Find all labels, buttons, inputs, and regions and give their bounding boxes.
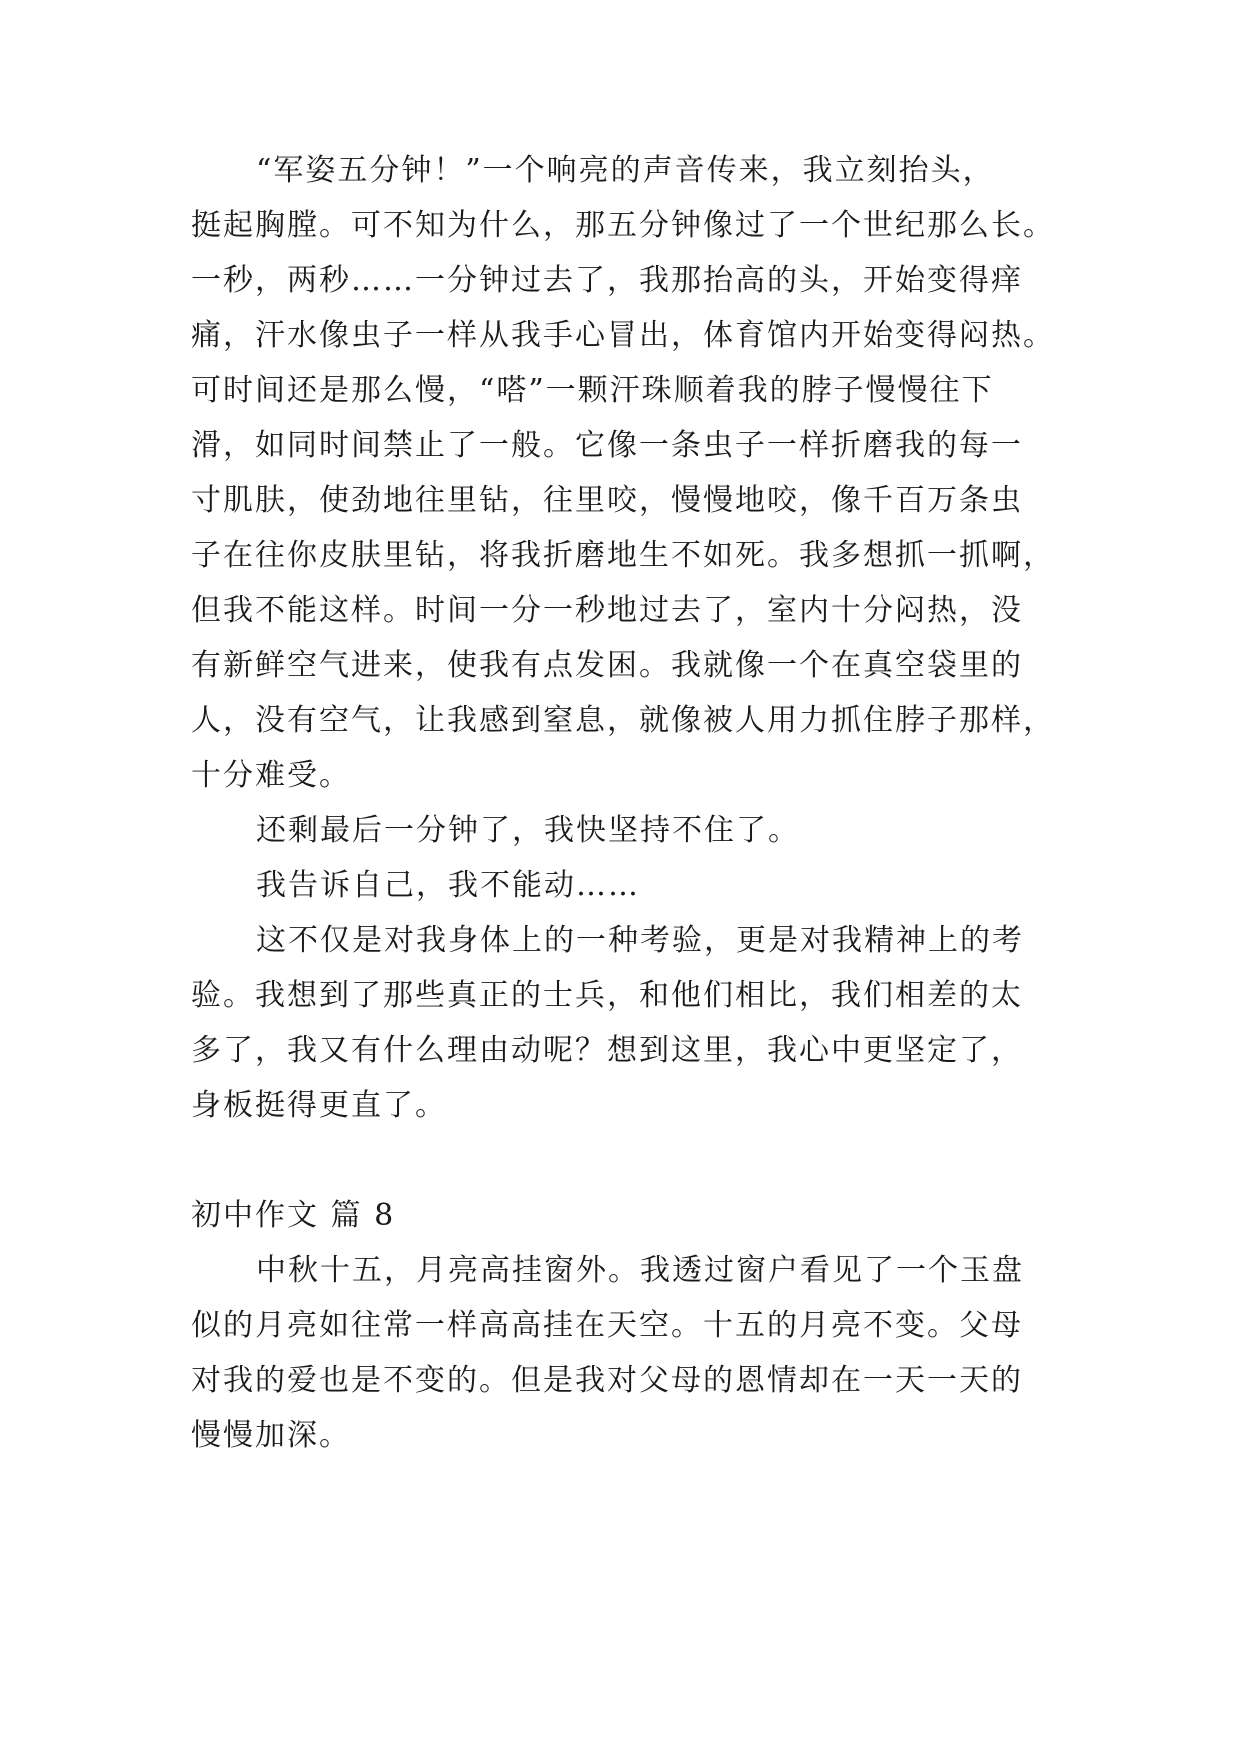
text-line: 这不仅是对我身体上的一种考验，更是对我精神上的考 bbox=[256, 923, 1024, 958]
text-line: 可时间还是那么慢，“嗒”一颗汗珠顺着我的脖子慢慢往下 bbox=[191, 373, 994, 408]
text-line: 有新鲜空气进来，使我有点发困。我就像一个在真空袋里的 bbox=[191, 648, 1023, 683]
text-line: 人，没有空气，让我感到窒息，就像被人用力抓住脖子那样， bbox=[191, 703, 1055, 738]
text-line: 滑，如同时间禁止了一般。它像一条虫子一样折磨我的每一 bbox=[191, 428, 1023, 463]
text-line: 对我的爱也是不变的。但是我对父母的恩情却在一天一天的 bbox=[191, 1363, 1023, 1398]
text-line: 子在往你皮肤里钻，将我折磨地生不如死。我多想抓一抓啊， bbox=[191, 538, 1055, 573]
text-line: 身板挺得更直了。 bbox=[191, 1088, 447, 1123]
text-line: 挺起胸膛。可不知为什么，那五分钟像过了一个世纪那么长。 bbox=[191, 208, 1055, 243]
section-heading: 初中作文 篇 8 bbox=[191, 1198, 396, 1233]
text-line: 十分难受。 bbox=[191, 758, 351, 793]
text-line: 似的月亮如往常一样高高挂在天空。十五的月亮不变。父母 bbox=[191, 1308, 1023, 1343]
text-line: 痛，汗水像虫子一样从我手心冒出，体育馆内开始变得闷热。 bbox=[191, 318, 1055, 353]
paragraph-last-minute: 还剩最后一分钟了，我快坚持不住了。 bbox=[256, 813, 800, 848]
text-line: 验。我想到了那些真正的士兵，和他们相比，我们相差的太 bbox=[191, 978, 1023, 1013]
text-line: 中秋十五，月亮高挂窗外。我透过窗户看见了一个玉盘 bbox=[256, 1253, 1024, 1288]
text-line: 慢慢加深。 bbox=[191, 1418, 351, 1453]
text-line: 一秒，两秒……一分钟过去了，我那抬高的头，开始变得痒 bbox=[191, 263, 1023, 298]
text-line: 寸肌肤，使劲地往里钻，往里咬，慢慢地咬，像千百万条虫 bbox=[191, 483, 1023, 518]
text-line: “军姿五分钟！”一个响亮的声音传来，我立刻抬头， bbox=[256, 153, 995, 188]
text-line: 多了，我又有什么理由动呢？想到这里，我心中更坚定了， bbox=[191, 1033, 1023, 1068]
text-line: 但我不能这样。时间一分一秒地过去了，室内十分闷热，没 bbox=[191, 593, 1023, 628]
paragraph-cannot-move: 我告诉自己，我不能动…… bbox=[256, 868, 640, 903]
